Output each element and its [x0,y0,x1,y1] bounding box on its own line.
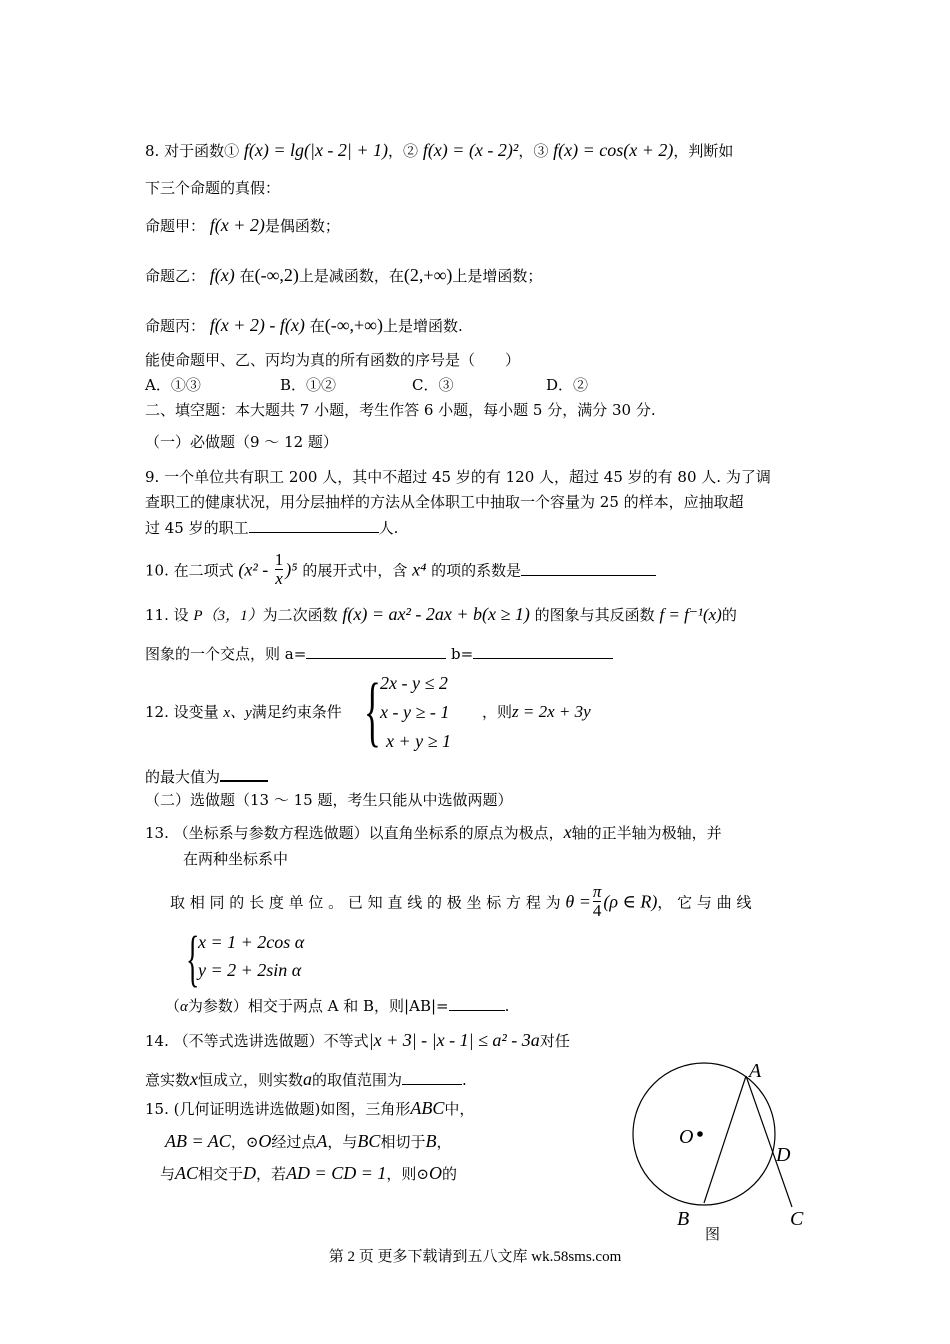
q8-sep3: ，③ [518,142,549,160]
q14-line2 [145,1069,467,1090]
q12-objective [482,702,591,722]
section2-title: 二、填空题：本大题共 7 小题，考生作答 6 小题，每小题 5 分，满分 30 分. [145,401,656,419]
q9-line1: 9. 一个单位共有职工 200 人，其中不超过 45 岁的有 120 人，超过 45 岁的有 80 人. 为了调 [145,468,771,486]
q11-inverse: f = f⁻¹(x) [659,605,722,624]
circle-o [633,1063,775,1205]
q13-l3b: ， 它 与 曲 线 [657,893,752,912]
q13-l3: 取 相 同 的 长 度 单 位 。 已 知 直 线 的 极 坐 标 方 程 为 [170,893,561,912]
q12-l2: 的最大值为 [145,768,221,786]
q10-expr-post: )⁵ [285,559,298,580]
q15-l2f: ， [436,1133,452,1151]
label-o: O [679,1126,694,1148]
figure-caption: 图 [705,1225,721,1243]
q11-t1: 11. 设 [145,606,194,624]
q10-t1: 10. 在二项式 [145,561,234,580]
q9-line2: 查职工的健康状况，用分层抽样的方法从全体职工中抽取一个容量为 25 的样本，应抽取超 [145,493,744,511]
q8-function-3: f(x) = cos(x + 2) [553,140,674,160]
q12-vars: x、y [223,705,252,721]
q12-brace: { [364,667,381,754]
q12-line2 [145,765,268,787]
q14-inequality: |x + 3| - |x - 1| ≤ a² - 3a [368,1030,540,1050]
q15-a: A [316,1131,328,1151]
bing-label: 命题丙： [145,317,206,335]
q13-equation-2: y = 2 + 2sin α [198,960,302,980]
jia-label: 命题甲： [145,217,206,235]
q12-line1 [145,702,342,723]
q14-x: x [190,1069,199,1089]
q13-l5b: 为参数）相交于两点 A 和 B，则|AB|= [187,997,449,1015]
q8-option-d: D．② [546,376,589,394]
q13-line3 [170,882,752,925]
q8-proposition-bing [145,315,463,336]
center-point [697,1131,703,1137]
q13-t2: 轴的正半轴为极轴，并 [571,824,722,842]
q13-fraction [593,883,602,920]
q8-tail: ，判断如 [673,142,734,160]
q10-fraction [275,551,284,588]
q11-a-blank[interactable] [306,643,446,659]
q10-expr-pre: (x² - [238,559,273,580]
q8-intro: 8. 对于函数① [145,142,240,160]
label-d: D [776,1144,791,1166]
q13-rho: (ρ ∈ R) [603,891,658,912]
q10-frac-den: x [275,569,283,588]
q8-line1 [145,140,733,161]
q13-l5a: （ [165,997,181,1015]
q12-answer-blank[interactable] [220,765,268,782]
q11-point: P（3，1） [193,608,263,624]
q15-l3a: 与 [160,1165,176,1183]
q11-line1 [145,604,737,626]
q11-function: f(x) = ax² - 2ax + b(x ≥ 1) [342,604,530,624]
q9-answer-blank[interactable] [249,517,379,533]
yi-t3: 上是增函数； [452,267,543,285]
section2-must-do: （一）必做题（9 ～ 12 题） [145,433,338,451]
q11-t2: 为二次函数 [262,606,338,624]
q8-sep2: ，② [388,142,419,160]
q14-answer-blank[interactable] [402,1069,462,1085]
q11-t4: 的 [721,606,737,624]
q11-line2 [145,643,613,664]
q8-question: 能使命题甲、乙、丙均为真的所有函数的序号是（ ） [145,351,521,369]
q15-l3d: ，则⊙ [386,1165,429,1183]
q15-line2 [165,1131,451,1152]
q13-theta: θ = [565,891,591,912]
q15-t1: 15. (几何证明选讲选做题)如图，三角形 [145,1100,411,1118]
q11-a-label: 图象的一个交点，则 a= [145,645,307,663]
yi-t2: 上是减函数，在 [298,267,404,285]
label-a: A [749,1060,762,1082]
q14-l2b: 恒成立，则实数 [198,1071,304,1089]
q14-a: a [303,1069,313,1089]
q8-option-c: C．③ [412,376,454,394]
q13-line2: 在两种坐标系中 [183,850,289,868]
q10-power: x⁴ [412,559,427,580]
bing-math: f(x + 2) - f(x) [209,315,305,335]
yi-math: f(x) [209,265,235,285]
q9-l3b: 人. [378,519,399,537]
jia-text: 是偶函数； [264,217,340,235]
q14-l2c: 的取值范围为 [312,1071,403,1089]
select-section-title: （二）选做题（13 ～ 15 题，考生只能从中选做两题） [145,791,513,809]
q13-t1: 13. （坐标系与参数方程选做题）以直角坐标系的原点为极点， [145,824,564,842]
q14-t2: 对任 [539,1032,570,1050]
label-c: C [790,1208,804,1230]
bing-t1: 在 [309,317,325,335]
yi-interval-2: (2,+∞) [403,265,453,285]
geometry-figure [620,1055,820,1245]
q13-l5c: . [504,997,510,1015]
q15-bc: BC [357,1131,381,1151]
q15-l3e: 的 [441,1165,457,1183]
q8-proposition-yi [145,265,542,286]
yi-interval-1: (-∞,2) [254,265,299,285]
q12-constraint-1: 2x - y ≤ 2 [380,673,448,693]
q8-proposition-jia [145,215,340,236]
q12-t1: 12. 设变量 [145,703,224,721]
q13-line1 [145,822,722,843]
q10-answer-blank[interactable] [521,560,656,576]
q13-answer-blank[interactable] [449,995,505,1011]
q8-option-a: A．①③ [145,376,201,394]
q9-line3 [145,517,398,538]
q13-pi: π [592,882,602,901]
q11-t3: 的图象与其反函数 [534,606,655,624]
q12-constraint-3: x + y ≥ 1 [386,731,452,751]
q15-o2: O [428,1163,442,1183]
q15-line1 [145,1098,474,1119]
q12-t2: 满足约束条件 [251,703,342,721]
bing-t2: 上是增函数. [383,317,463,335]
yi-t1: 在 [239,267,255,285]
q11-b-blank[interactable] [473,643,613,659]
q15-abc: ABC [410,1098,445,1118]
q15-d: D [243,1163,257,1183]
bing-interval: (-∞,+∞) [324,315,384,335]
q12-constraint-2: x - y ≥ - 1 [380,702,450,722]
q8-line2: 下三个命题的真假： [145,179,281,197]
q15-ac: AC [175,1163,199,1183]
q15-l2c: 经过点 [271,1133,317,1151]
q12-z: z = 2x + 3y [512,702,591,721]
q15-o: O [258,1131,272,1151]
page-footer: 第 2 页 更多下载请到五八文库 wk.58sms.com [328,1249,622,1265]
q8-function-2: f(x) = (x - 2)² [422,140,519,160]
q10-frac-num: 1 [274,550,284,569]
q13-four: 4 [592,901,602,920]
q15-t2: 中， [444,1100,475,1118]
q10-line [145,550,656,593]
q13-x: x [563,822,572,842]
q15-ad-cd: AD = CD = 1 [286,1163,387,1183]
q13-line5 [165,995,509,1017]
q10-t3: 的项的系数是 [431,561,522,580]
q14-line1 [145,1030,570,1051]
q14-t1: 14. （不等式选讲选做题）不等式 [145,1032,369,1050]
q15-l2d: ，与 [327,1133,358,1151]
segment-ab [704,1076,746,1203]
label-b: B [677,1208,690,1230]
q12-t3: ，则 [482,703,513,721]
segment-ac [746,1076,792,1207]
q13-equation-1: x = 1 + 2cos α [198,932,305,952]
q15-l3b: 相交于 [198,1165,244,1183]
q14-l2a: 意实数 [145,1071,191,1089]
q10-t2: 的展开式中，含 [302,561,408,580]
q15-l2e: 相切于 [380,1133,426,1151]
q15-b: B [425,1131,437,1151]
q13-brace: { [186,925,200,993]
q15-line3 [160,1163,457,1184]
q15-l3c: ，若 [256,1165,287,1183]
q15-ab-ac: AB = AC [165,1131,231,1151]
q11-b-label: b= [446,645,474,663]
q14-l2d: . [462,1071,467,1089]
q8-option-b: B．①② [280,376,337,394]
q15-l2b: ，⊙ [230,1133,259,1151]
yi-label: 命题乙： [145,267,206,285]
q9-l3a: 过 45 岁的职工 [145,519,249,537]
jia-math: f(x + 2) [209,215,265,235]
q8-function-1: f(x) = lg(|x - 2| + 1) [243,140,389,160]
q13-alpha: α [180,999,188,1015]
